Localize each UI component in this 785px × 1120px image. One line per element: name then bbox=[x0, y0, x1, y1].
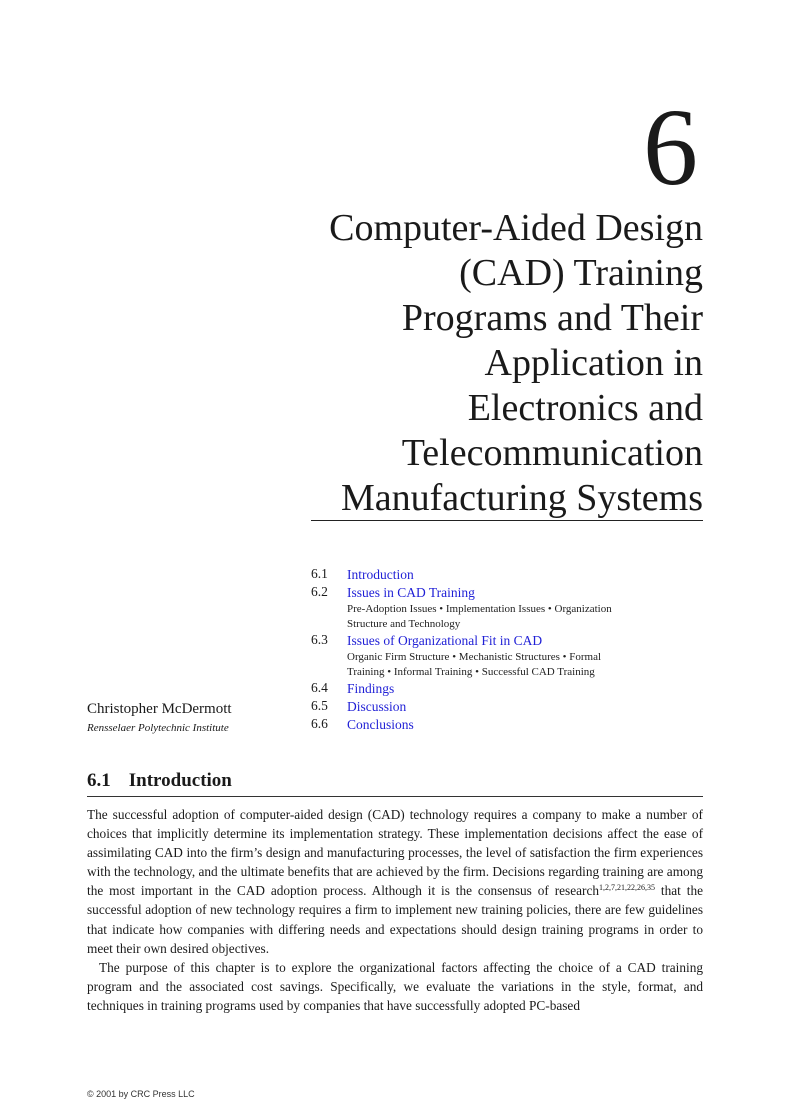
toc-entry-organizational-fit bbox=[311, 632, 711, 680]
chapter-title-line: Programs and Their bbox=[401, 297, 703, 339]
author-affiliation: Rensselaer Polytechnic Institute bbox=[87, 722, 229, 734]
toc-number: 6.6 bbox=[311, 716, 328, 731]
chapter-title-line: Computer-Aided Design bbox=[329, 207, 703, 249]
paragraph: The purpose of this chapter is to explore the organizational factors affecting the choice of a CAD training program and the associated cost savings. Specifically, we evaluate the variations in the style, format, and techniques in training programs used by companies that have successfully adopted PC-based bbox=[87, 959, 703, 1013]
toc-entry-findings bbox=[311, 680, 711, 698]
toc-link-findings[interactable]: Findings bbox=[347, 681, 395, 696]
chapter-number: 6 bbox=[643, 86, 698, 208]
toc-subtopics: Pre-Adoption Issues • Implementation Issues • Organization bbox=[347, 603, 612, 615]
toc-subtopics: Organic Firm Structure • Mechanistic Structures • Formal bbox=[347, 651, 602, 663]
toc-number: 6.1 bbox=[311, 566, 328, 581]
toc-number: 6.4 bbox=[311, 680, 328, 695]
paragraph-text: The successful adoption of computer-aided design (CAD) technology requires a company to make a number of choices that implicitly determine its implementation strategy. These implementation decisions affect the ease of assimilating CAD into the firm’s design and manufacturing processes, the level of satisfaction the firm experiences with the technology, and the ultimate benefits that are achieved by the firm. Decisions regarding training are among the most important in the CAD adoption process. Although it is the consensus of research bbox=[87, 807, 703, 899]
table-of-contents bbox=[311, 566, 711, 734]
toc-entry-issues-in-cad-training bbox=[311, 584, 711, 632]
section-heading bbox=[87, 770, 232, 792]
toc-entry-introduction bbox=[311, 566, 711, 584]
section-title: Introduction bbox=[128, 770, 232, 791]
section-divider bbox=[87, 796, 703, 797]
toc-link-conclusions[interactable]: Conclusions bbox=[347, 717, 414, 732]
toc-entry-conclusions bbox=[311, 716, 711, 734]
chapter-title bbox=[283, 206, 703, 521]
toc-number: 6.2 bbox=[311, 584, 328, 599]
copyright-footer: © 2001 by CRC Press LLC bbox=[87, 1089, 195, 1099]
toc-entry-discussion bbox=[311, 698, 711, 716]
citation-reference: 1,2,7,21,22,26,35 bbox=[599, 883, 656, 893]
toc-link-issues-in-cad-training[interactable]: Issues in CAD Training bbox=[347, 585, 475, 600]
chapter-title-line: Electronics and bbox=[467, 387, 703, 429]
body-text bbox=[87, 805, 703, 1015]
title-divider bbox=[311, 520, 703, 521]
chapter-title-line: Manufacturing Systems bbox=[340, 477, 703, 519]
chapter-title-line: Telecommunication bbox=[401, 432, 703, 474]
paragraph-text: that the successful adoption of new technology requires a firm to implement new training policies, there are few guidelines that indicate how companies with differing needs and expectations should design training programs in order to meet their own desired objectives. bbox=[87, 883, 703, 956]
author-name: Christopher McDermott bbox=[87, 701, 232, 717]
toc-subtopics: Training • Informal Training • Successful CAD Training bbox=[347, 666, 595, 678]
toc-link-discussion[interactable]: Discussion bbox=[347, 699, 407, 714]
chapter-title-line: (CAD) Training bbox=[459, 252, 703, 294]
paragraph bbox=[87, 805, 703, 958]
toc-link-organizational-fit[interactable]: Issues of Organizational Fit in CAD bbox=[347, 633, 543, 648]
toc-link-introduction[interactable]: Introduction bbox=[347, 567, 414, 582]
toc-number: 6.3 bbox=[311, 632, 328, 647]
toc-subtopics: Structure and Technology bbox=[347, 618, 461, 630]
toc-number: 6.5 bbox=[311, 698, 328, 713]
chapter-title-line: Application in bbox=[484, 342, 703, 384]
section-number: 6.1 bbox=[87, 770, 111, 791]
